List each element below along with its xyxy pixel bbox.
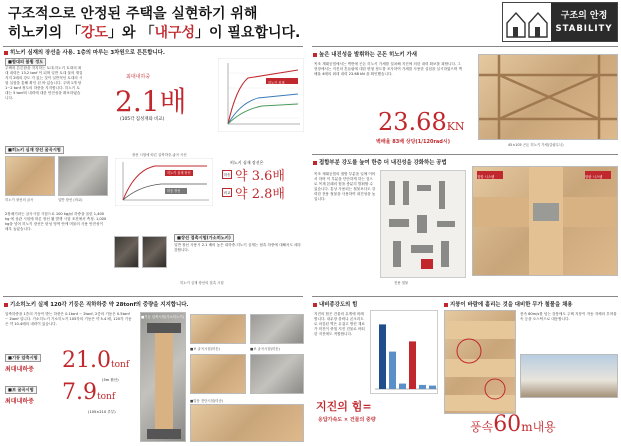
photo-roof-hardware bbox=[444, 310, 516, 414]
joist-chart bbox=[115, 158, 213, 206]
photo-contact-1 bbox=[114, 236, 139, 268]
chart3-caption: 히노키 심재 장선의 접촉 시험 bbox=[180, 281, 224, 285]
sec1-sub1: ■합대의 불휨 정도 bbox=[5, 58, 46, 66]
sec4-title: 기소히노키 실제 120각 기둥은 직하하중 약 28tonf의 중량을 지지합니다. bbox=[4, 300, 188, 308]
sec4-label2: 최대내하중 bbox=[5, 398, 34, 405]
stat1-note: (105각 집성재와 비교) bbox=[120, 117, 165, 122]
sec1-body3: 일반 장선 사용시 2.1 배의 높은 내하중.히노키 심재는 접촉 하중에 대해서도 매우 강합니다. bbox=[174, 243, 302, 252]
sec4-note2: (105×210 루부) bbox=[88, 410, 116, 414]
sec3-title: 접합부분 강도를 높여 한층 더 내진성을 강화하는 공법 bbox=[313, 158, 447, 166]
caption: 합판 시스템 bbox=[585, 175, 603, 179]
photo-beam-2 bbox=[250, 314, 304, 344]
sec2-body: 목조 재래공법에서는 벽면에 곤돈 히노키 가새를 설치해 지진에 의한 내력 확보를 꾀합니다. 그 현장에서는 지진의 흔들림에 대한 변형 정도를 조사하여 가새를 사용한 실험을 실시하였으며 벽배율 4배의 최대 내력 23.68 kN 을 확인했습니다. bbox=[314, 62, 462, 76]
weight-bar bbox=[379, 324, 386, 389]
caption: ■말음 전단시험(미송) bbox=[190, 399, 224, 403]
photo-contact-2 bbox=[142, 236, 167, 268]
load-deflection-chart bbox=[218, 58, 304, 132]
photo-column-test bbox=[140, 312, 186, 442]
sec4-body: 압축하중을 1층의 기둥이 받는 하중은 0.1tonf ~ 2tonf, 2층의 기둥은 0.5tonf ~ 1tonf 입니다. 기소히노키 기소히노키 105각의 기둥은 약 5.4 배, 120각 기둥은 약 10.4배의 내력이 있습니다. bbox=[5, 312, 132, 326]
photo-beam-1 bbox=[190, 314, 246, 344]
sec4-sub2: ■보 굴곡시험 bbox=[5, 386, 37, 394]
sec5-body: 지진의 힘은 건물의 무게에 비례합니다. 내무장 블럭나 콘크리트로 마감된 벽은 무겁고 방진 재료가 미진이 중첩 지진 건물로 어떠한 지진에도 적합합니다. bbox=[314, 312, 365, 336]
sec1-title: 히노키 심재의 장선을 사용. 1층의 마루는 3차원으로 튼튼합니다. bbox=[4, 48, 165, 56]
sec2-stat-note: 벽배율 83배 상당(1/120rad시) bbox=[376, 139, 450, 145]
weight-bar bbox=[419, 385, 426, 389]
stat1-label: 최대내하중 bbox=[126, 74, 151, 80]
stability-logo bbox=[502, 2, 618, 42]
sec5-title: 내비종강도의 힘 bbox=[313, 300, 357, 308]
sec2-stat: 23.68KN bbox=[378, 108, 465, 136]
sec1-body2: 2장매기라는 굴곡시험 시험으로 100 kg/㎡ 하중을 올린 1,400 kg 에 상관 시험에 따른 장선 휨 발생 시험 조건에서 측정. 1,000 kg을 넘어 히노키 장선은 탄성 영역 안에 머물러 사용 안전성이 매우 높았습니다. bbox=[5, 212, 107, 231]
caption: 전용 철물 bbox=[394, 281, 409, 285]
weight-bar bbox=[409, 341, 416, 389]
photo-shear-test bbox=[190, 404, 304, 442]
cmp-label1: 미송 bbox=[222, 170, 232, 179]
chart1-legend: 히노키 심재 bbox=[268, 81, 285, 85]
sec1-sub2: ■히노키 심재 장선 굴곡시험 bbox=[5, 146, 64, 154]
sec1-body1: 주택의 튼튼함을 지지하는 토대.히노키 토대의 최대 내력은 13.2 tonf 이 되며 일반 토대 물의 재질 지지 2배의 강도 가 있는 것이 일반적인 토대의 시험 실험을 통해 확인 된 바 있습니다. 주택 1개 당 1~2 tonf 정도의 하중을 지지합니다. 히노키 토대는 5 tonf의 내력에 대한 안전성을 확보하였습니다. bbox=[5, 66, 83, 100]
sec2-title: 높은 내진성을 발휘하는 곤돈 히노키 가새 bbox=[313, 50, 417, 58]
sec6-body: 풍속 60m/s를 넘는 강풍에도 주택 지붕이 자동 자체의 부착물 속 등을 오스틱으로 대응합니다. bbox=[520, 312, 617, 321]
chart2-series-b: 미송 장선 bbox=[167, 189, 181, 193]
stat1-value: 2.1배 bbox=[115, 85, 187, 118]
caption: ■기둥 압축시험(가소히노키) bbox=[141, 315, 184, 319]
divider bbox=[312, 46, 618, 47]
sec5-formula: 응답가속도 × 건물의 중량 bbox=[318, 417, 376, 423]
cmp-value1: 약 3.6배 bbox=[235, 169, 285, 184]
logo-badge bbox=[551, 3, 617, 41]
photo-beam-4 bbox=[250, 354, 304, 394]
sec3-body: 목조 재래공법의 접합 부분을 일체 이어서 하며 이 부분을 단단하게 하는 것으로 목재 본래의 힘을 충분히 발휘할 수 있습니다. 통상 사용되는 철물보다도 강력한 전용 철물을 사용하여 내진성을 높입니다. bbox=[314, 172, 376, 201]
houses-icon bbox=[505, 7, 549, 39]
caption: 일반 장선 (비교) bbox=[58, 198, 83, 202]
photo-joist-test-2 bbox=[58, 156, 108, 196]
sec2-photo-caption: 45×105 곤돈 히노키 가새(갈림무늬) bbox=[508, 143, 564, 147]
sec4-stat1: 21.0tonf bbox=[62, 348, 130, 373]
caption: 접합 시스템 bbox=[477, 175, 495, 179]
weight-bar-chart bbox=[370, 310, 438, 394]
divider bbox=[3, 296, 303, 297]
photo-houses bbox=[520, 354, 618, 398]
cmp-note: 히노키 심재 장선은 bbox=[230, 160, 264, 165]
chart2-series-a: 히노키 심재 장선 bbox=[167, 171, 191, 175]
divider bbox=[312, 154, 618, 155]
divider bbox=[3, 46, 303, 47]
photo-beam-3 bbox=[190, 354, 246, 394]
cmp-label2: 비교 bbox=[222, 188, 232, 197]
sec4-sub1: ■기둥 압축시험 bbox=[5, 354, 41, 362]
sec4-label1: 최대내하중 bbox=[5, 366, 34, 373]
headline-line1: 구조적으로 안정된 주택을 실현하기 위해 bbox=[8, 6, 258, 22]
headline-line2: 히노키의 「강도」와 「내구성」이 필요합니다. bbox=[8, 25, 301, 41]
sec6-title: 지붕이 바람에 흘리는 것을 대비한 무가 철물을 채용 bbox=[444, 300, 573, 308]
caption: 히노키 장선의 굴곡 bbox=[5, 198, 34, 202]
photo-brace bbox=[478, 54, 618, 140]
sec1-sub3: ■장선 접촉시험(가소히노키) bbox=[174, 234, 234, 242]
joint-photo bbox=[472, 166, 618, 276]
sec6-stat: 풍속60m내용 bbox=[470, 412, 556, 437]
sec4-note1: (3m 환산) bbox=[102, 378, 119, 382]
logo-english: STABILITY bbox=[555, 24, 613, 34]
photo-joist-test-1 bbox=[5, 156, 55, 196]
sec5-stat: 지진의 힘= bbox=[316, 400, 372, 413]
hardware-photo bbox=[380, 170, 466, 278]
weight-bar bbox=[399, 384, 406, 389]
weight-bar bbox=[429, 386, 436, 389]
logo-korean: 구조의 안정 bbox=[560, 11, 608, 21]
divider bbox=[312, 296, 618, 297]
caption: ■보 굴곡시험(미송) bbox=[190, 347, 220, 351]
caption: ■보 굴곡시험(미송) bbox=[250, 347, 280, 351]
chart2-title: 장선 시험에 따른 압축하중-굽곡 곡선 bbox=[132, 153, 187, 157]
sec4-stat2: 7.9tonf bbox=[62, 380, 116, 405]
weight-bar bbox=[389, 352, 396, 389]
cmp-value2: 약 2.8배 bbox=[235, 187, 285, 202]
